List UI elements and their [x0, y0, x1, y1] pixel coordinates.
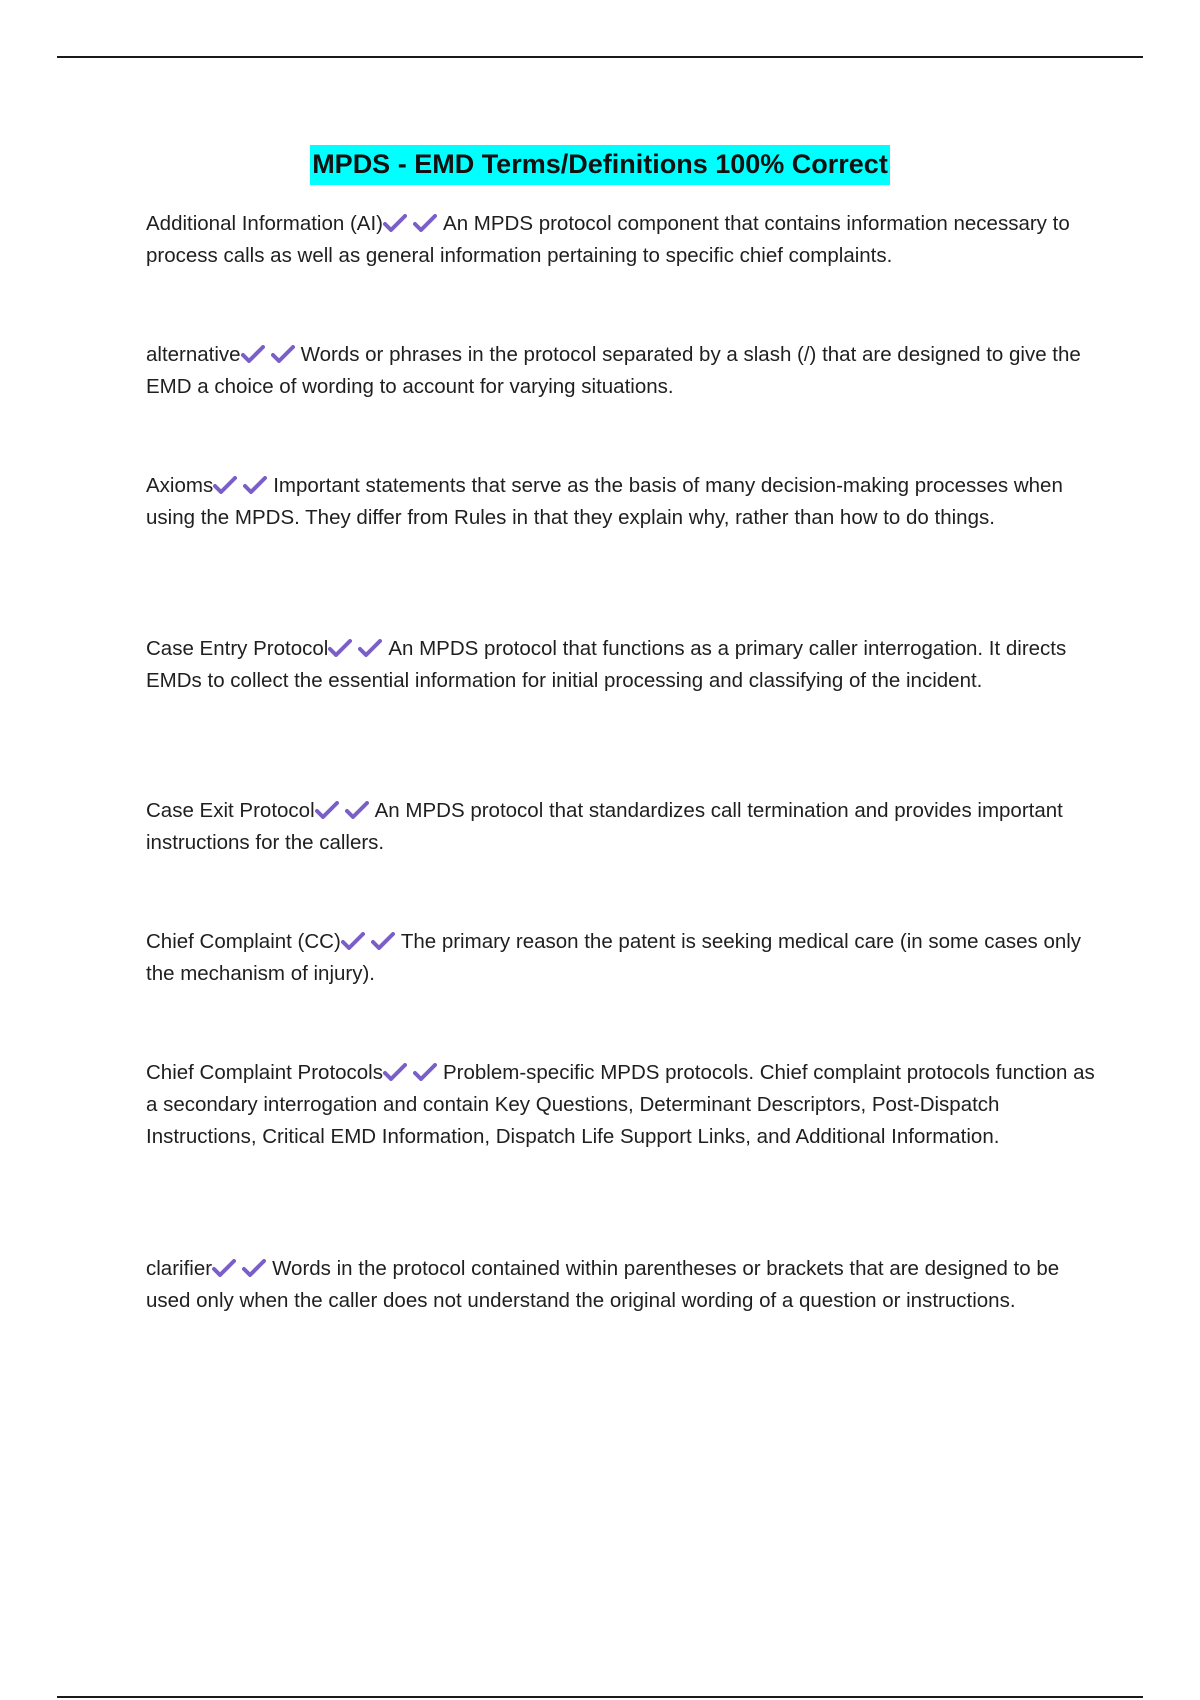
definition-entry — [146, 926, 1096, 990]
check-icon — [212, 1259, 236, 1277]
check-icon — [315, 801, 339, 819]
check-icon — [271, 345, 295, 363]
definition: Words in the protocol contained within parentheses or brackets that are designed to be used only when the caller does not understand the original wording of a question or instructions. — [146, 1257, 1060, 1312]
check-icon — [383, 214, 407, 232]
footer-rule — [57, 1696, 1143, 1698]
definition-entry — [146, 470, 1096, 534]
check-icon — [213, 476, 237, 494]
definition: Words or phrases in the protocol separated by a slash (/) that are designed to give the EMD a choice of wording to account for varying situations. — [146, 343, 1081, 398]
title-container — [0, 145, 1200, 185]
header-rule — [57, 56, 1143, 58]
definition: An MPDS protocol component that contains information necessary to process calls as well as general information pertaining to specific chief complaints. — [146, 212, 1070, 267]
check-icon — [341, 932, 365, 950]
check-icon — [358, 639, 382, 657]
definition-entry — [146, 339, 1096, 403]
term: Case Entry Protocol — [146, 637, 329, 660]
check-icon — [413, 1063, 437, 1081]
definition-entry — [146, 1253, 1096, 1317]
definition-entry — [146, 795, 1096, 859]
check-icon — [383, 1063, 407, 1081]
check-icon — [413, 214, 437, 232]
term: Chief Complaint Protocols — [146, 1061, 383, 1084]
definition-entry — [146, 633, 1096, 697]
definition-entry — [146, 1057, 1096, 1153]
term: Chief Complaint (CC) — [146, 930, 341, 953]
page-title: MPDS - EMD Terms/Definitions 100% Correct — [310, 145, 890, 185]
definition: The primary reason the patent is seeking medical care (in some cases only the mechanism of injury). — [146, 930, 1082, 985]
check-icon — [371, 932, 395, 950]
definition-entry — [146, 208, 1096, 272]
definition: Important statements that serve as the basis of many decision-making processes when using the MPDS. They differ from Rules in that they explain why, rather than how to do things. — [146, 474, 1063, 529]
term: Axioms — [146, 474, 214, 497]
term: alternative — [146, 343, 241, 366]
definition: Problem-specific MPDS protocols. Chief complaint protocols function as a secondary interrogation and contain Key Questions, Determinant Descriptors, Post-Dispatch Instructions, Critical EMD Information, Dispatch Life Support Links, and Additional Information. — [146, 1061, 1095, 1148]
definition: An MPDS protocol that functions as a primary caller interrogation. It directs EMDs to collect the essential information for initial processing and classifying of the incident. — [146, 637, 1067, 692]
check-icon — [243, 476, 267, 494]
term: Case Exit Protocol — [146, 799, 315, 822]
check-icon — [241, 345, 265, 363]
check-icon — [242, 1259, 266, 1277]
check-icon — [345, 801, 369, 819]
term: Additional Information (AI) — [146, 212, 384, 235]
definition: An MPDS protocol that standardizes call termination and provides important instructions for the callers. — [146, 799, 1063, 854]
check-icon — [328, 639, 352, 657]
term: clarifier — [146, 1257, 213, 1280]
